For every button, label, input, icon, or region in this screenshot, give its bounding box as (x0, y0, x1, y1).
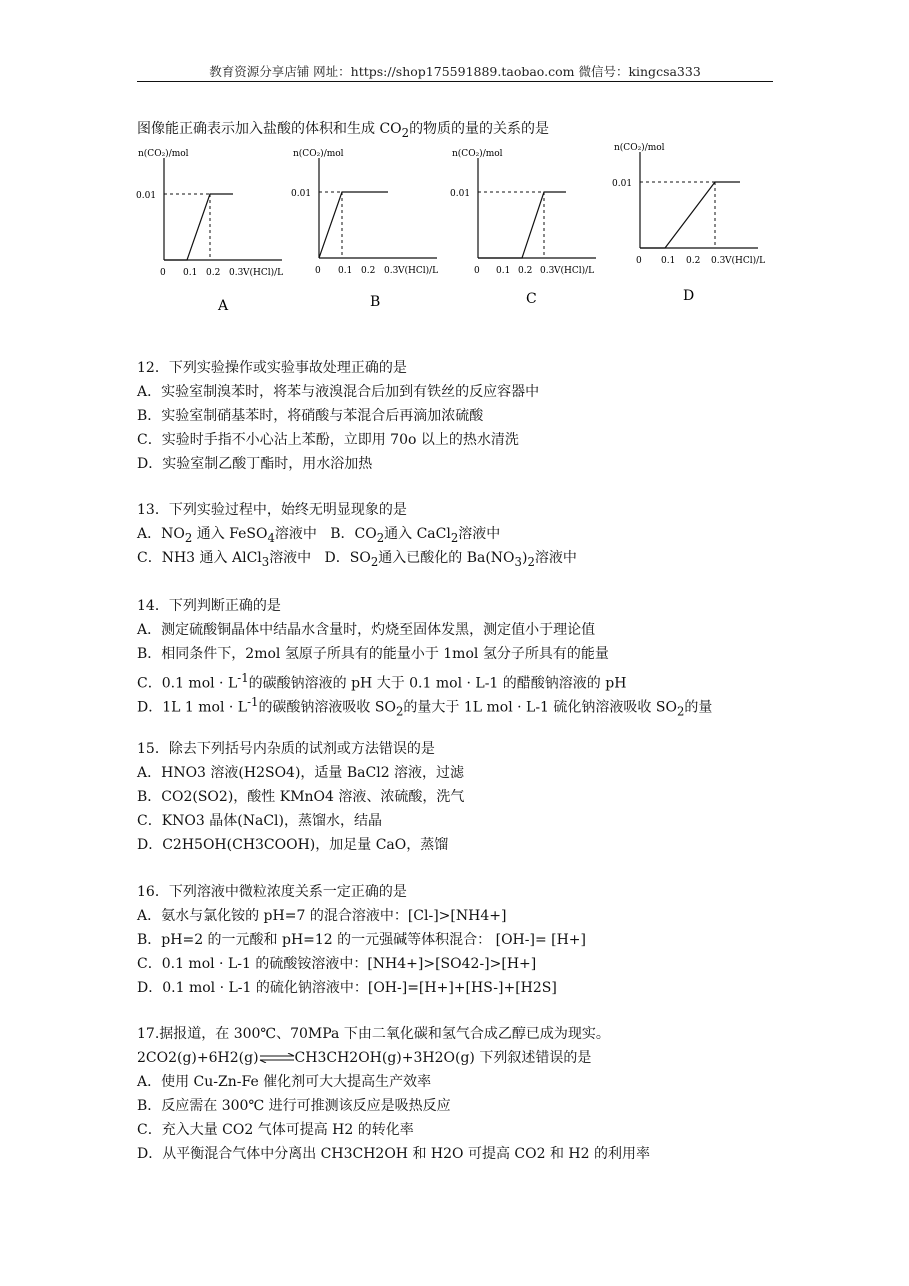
x-tick-label: 0.3 (711, 256, 726, 266)
series-line (640, 182, 740, 248)
question-17 (137, 1022, 650, 1166)
question-11-stem (137, 118, 549, 140)
option: B．pH=2 的一元酸和 pH=12 的一元强碱等体积混合： [OH-]= [H+] (137, 932, 586, 948)
x-tick-label: 0.2 (206, 268, 221, 278)
option: D．0.1 mol · L-1 的硫化钠溶液中：[OH-]=[H+]+[HS-]+[H2S] (137, 980, 557, 996)
x-tick-label: 0.1 (338, 266, 353, 276)
x-tick-label: 0 (315, 266, 321, 276)
x-tick-label: 0.3 (540, 266, 555, 276)
x-axis-label: V(HCl)/L (554, 266, 595, 276)
x-axis-label: V(HCl)/L (398, 266, 439, 276)
option: C．0.1 mol · L-1 的硫酸铵溶液中：[NH4+]>[SO42-]>[H+] (137, 956, 537, 972)
equation-right: CH3CH2OH(g)+3H2O(g) 下列叙述错误的是 (294, 1050, 592, 1066)
question-12 (137, 356, 539, 476)
equation-left: 2CO2(g)+6H2(g) (137, 1050, 259, 1066)
x-tick-label: 0 (474, 266, 480, 276)
question-title: 13．下列实验过程中，始终无明显现象的是 (137, 502, 407, 518)
option: B．相同条件下，2mol 氢原子所具有的能量小于 1mol 氢分子所具有的能量 (137, 646, 609, 662)
x-axis-label: V(HCl)/L (243, 268, 284, 278)
x-tick-label: 0.2 (686, 256, 701, 266)
y-axis-label: n(CO₂)/mol (138, 149, 189, 159)
x-tick-label: 0.1 (661, 256, 676, 266)
option: C．充入大量 CO2 气体可提高 H2 的转化率 (137, 1122, 414, 1138)
answer-graphs (128, 140, 788, 320)
graph-option-label: D (683, 288, 695, 304)
question-title: 16．下列溶液中微粒浓度关系一定正确的是 (137, 884, 407, 900)
y-axis-label: n(CO₂)/mol (614, 143, 665, 153)
question-title: 14．下列判断正确的是 (137, 598, 281, 614)
x-tick-label: 0 (160, 268, 166, 278)
question-title: 15．除去下列括号内杂质的试剂或方法错误的是 (137, 741, 435, 757)
question-13 (137, 498, 577, 570)
option: C．0.1 mol · $L^{-1}$的碳酸钠溶液的 pH 大于 0.1 mol · L-1 的醋酸钠溶液的 pH (137, 671, 627, 692)
x-tick-label: 0.3 (229, 268, 244, 278)
y-tick-label: 0.01 (450, 189, 471, 199)
intro-sub: 2 (401, 125, 410, 140)
x-tick-label: 0.2 (361, 266, 376, 276)
option: B．实验室制硝基苯时，将硝酸与苯混合后再滴加浓硫酸 (137, 408, 484, 424)
page-header: 教育资源分享店铺 网址：https://shop175591889.taobao.com 微信号：kingcsa333 (209, 64, 701, 79)
equilibrium-arrow-icon (259, 1053, 295, 1063)
option: C．NH3 通入 AlCl$_3$溶液中 D．$SO_2$通入已酸化的 $Ba(NO_3)_2$溶液中 (137, 550, 577, 569)
y-axis-label: n(CO₂)/mol (293, 149, 344, 159)
series-line (319, 192, 388, 258)
option: D．实验室制乙酸丁酯时，用水浴加热 (137, 456, 373, 472)
option: B．CO2(SO2)，酸性 KMnO4 溶液、浓硫酸，洗气 (137, 789, 465, 805)
option: A．HNO3 溶液(H2SO4)，适量 BaCl2 溶液，过滤 (137, 765, 465, 781)
graph-option-label: C (526, 291, 537, 307)
option: A．使用 Cu-Zn-Fe 催化剂可大大提高生产效率 (137, 1074, 432, 1090)
option: C．实验时手指不小心沾上苯酚，立即用 70o 以上的热水清洗 (137, 432, 519, 448)
option: D．C2H5OH(CH3COOH)，加足量 CaO，蒸馏 (137, 837, 449, 853)
option: C．KNO3 晶体(NaCl)，蒸馏水，结晶 (137, 813, 382, 829)
series-line (164, 194, 233, 260)
reaction-equation (137, 1046, 650, 1070)
x-tick-label: 0.3 (384, 266, 399, 276)
graph-option-label: B (370, 294, 381, 310)
option: A．实验室制溴苯时，将苯与液溴混合后加到有铁丝的反应容器中 (137, 384, 540, 400)
option: D．从平衡混合气体中分离出 CH3CH2OH 和 H2O 可提高 CO2 和 H2 的利用率 (137, 1146, 650, 1162)
option: A．测定硫酸铜晶体中结晶水含量时，灼烧至固体发黑，测定值小于理论值 (137, 622, 596, 638)
intro-suffix: 的物质的量的关系的是 (409, 121, 550, 137)
intro-prefix: 图像能正确表示加入盐酸的体积和生成 CO (137, 121, 402, 137)
question-title: 12．下列实验操作或实验事故处理正确的是 (137, 360, 407, 376)
y-axis-label: n(CO₂)/mol (452, 149, 503, 159)
option: A．氨水与氯化铵的 pH=7 的混合溶液中：[Cl-]>[NH4+] (137, 908, 507, 924)
y-tick-label: 0.01 (136, 191, 157, 201)
option: B．反应需在 300℃ 进行可推测该反应是吸热反应 (137, 1098, 451, 1114)
y-tick-label: 0.01 (291, 189, 312, 199)
question-15 (137, 737, 464, 857)
question-title: 17.据报道，在 300℃、70MPa 下由二氧化碳和氢气合成乙醇已成为现实。 (137, 1026, 610, 1042)
header-divider (137, 81, 773, 82)
option: A．$NO_2$ 通入 FeSO$_4$溶液中 B．$CO_2$通入 CaCl$_2$溶液中 (137, 526, 501, 545)
x-tick-label: 0.1 (496, 266, 511, 276)
question-14 (137, 594, 713, 719)
graphs-svg (128, 140, 788, 320)
question-16 (137, 880, 586, 1000)
option: D．1L 1 mol · $L^{-1}$的碳酸钠溶液吸收 $SO_2$的量大于 1L mol · L-1 硫化钠溶液吸收 $SO_2$的量 (137, 695, 713, 719)
x-axis-label: V(HCl)/L (725, 256, 766, 266)
x-tick-label: 0 (636, 256, 642, 266)
y-tick-label: 0.01 (612, 179, 633, 189)
series-line (478, 192, 566, 258)
graph-option-label: A (218, 298, 229, 314)
x-tick-label: 0.2 (518, 266, 533, 276)
x-tick-label: 0.1 (183, 268, 198, 278)
